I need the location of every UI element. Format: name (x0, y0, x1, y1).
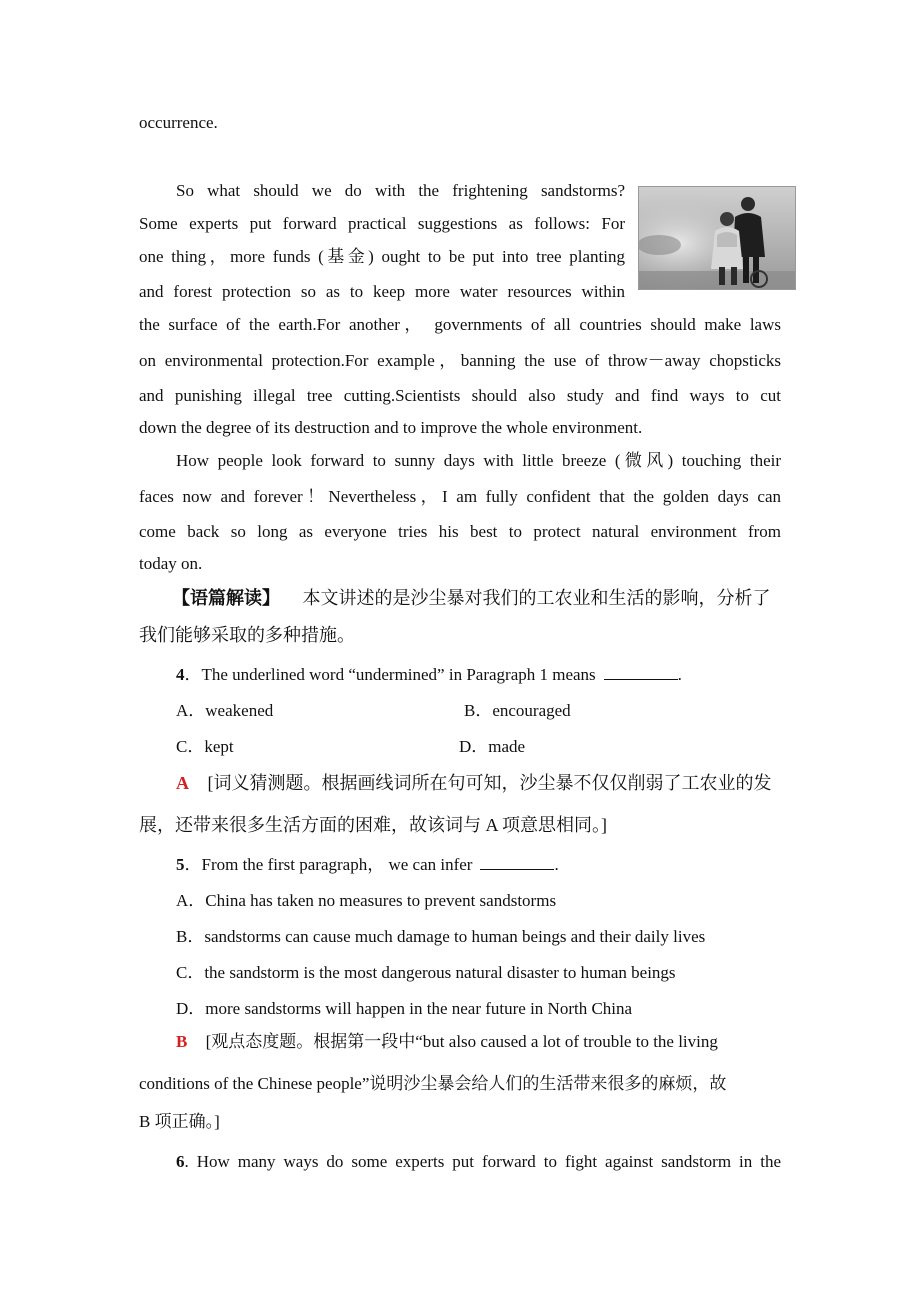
explanation-line: 展，还带来很多生活方面的困难，故该词与 A 项意思相同。] (139, 815, 607, 835)
question-text: . How many ways do some experts put forward to fight against sandstorm in the (184, 1152, 781, 1171)
analysis-line: 我们能够采取的多种措施。 (139, 625, 355, 645)
question-end: . (677, 665, 682, 684)
question-6-stem (176, 1151, 781, 1173)
analysis-line (172, 587, 782, 609)
passage-line: come back so long as everyone tries his best to protect natural environment from (139, 522, 781, 541)
question-number: 6 (176, 1152, 185, 1171)
passage-line: occurrence. (139, 113, 218, 132)
answer-key: A (176, 773, 189, 793)
question-end: . (554, 855, 559, 874)
passage-line: on environmental protection.For example，banning the use of throw－away chopsticks (139, 351, 781, 370)
answer-key: B (176, 1032, 188, 1051)
option-d: D．more sandstorms will happen in the near future in North China (176, 999, 633, 1018)
sandstorm-photo-image (639, 187, 795, 289)
passage-line: faces now and forever！Nevertheless，I am fully confident that the golden days can (139, 487, 781, 506)
option-row (176, 700, 781, 722)
passage-line: one thing，more funds (基金) ought to be put into tree planting (139, 247, 625, 266)
passage-line: and forest protection so as to keep more water resources within (139, 282, 625, 301)
explanation-line (176, 772, 781, 794)
option-b: B．sandstorms can cause much damage to human beings and their daily lives (176, 927, 706, 946)
passage-line: So what should we do with the frightening sandstorms? (176, 181, 625, 200)
passage-line: the surface of the earth.For another， governments of all countries should make laws (139, 315, 781, 334)
passage-line: How people look forward to sunny days with little breeze (微风) touching their (176, 451, 781, 470)
analysis-label: 【语篇解读】 (172, 588, 280, 608)
question-5-stem (176, 854, 781, 876)
explanation-text: [词义猜测题。根据画线词所在句可知，沙尘暴不仅仅削弱了工农业的发 (207, 773, 772, 793)
explanation-text: [观点态度题。根据第一段中“but also caused a lot of trouble to the living (205, 1032, 718, 1051)
explanation-line: B 项正确。] (139, 1112, 220, 1131)
option-row (176, 736, 781, 758)
answer-blank (480, 855, 554, 870)
passage-line: today on. (139, 554, 203, 573)
option-c: C．kept (176, 737, 234, 756)
sandstorm-photo (638, 186, 796, 290)
question-number: 5 (176, 855, 185, 874)
explanation-line: conditions of the Chinese people”说明沙尘暴会给人们的生活带来很多的麻烦，故 (139, 1074, 727, 1093)
option-a: A．China has taken no measures to prevent sandstorms (176, 891, 557, 910)
question-text: ．The underlined word “undermined” in Paragraph 1 means (184, 665, 596, 684)
question-text: ．From the first paragraph， we can infer (184, 855, 473, 874)
explanation-line (176, 1031, 781, 1053)
question-4-stem (176, 664, 781, 686)
answer-blank (604, 665, 678, 680)
passage-line: down the degree of its destruction and to improve the whole environment. (139, 418, 643, 437)
analysis-text: 本文讲述的是沙尘暴对我们的工农业和生活的影响，分析了 (302, 588, 771, 608)
question-number: 4 (176, 665, 185, 684)
passage-line: and punishing illegal tree cutting.Scientists should also study and find ways to cut (139, 386, 781, 405)
option-a: A．weakened (176, 701, 274, 720)
passage-line: Some experts put forward practical suggestions as follows: For (139, 214, 625, 233)
option-d: D．made (459, 737, 526, 756)
option-c: C．the sandstorm is the most dangerous natural disaster to human beings (176, 963, 676, 982)
option-b: B．encouraged (464, 701, 571, 720)
